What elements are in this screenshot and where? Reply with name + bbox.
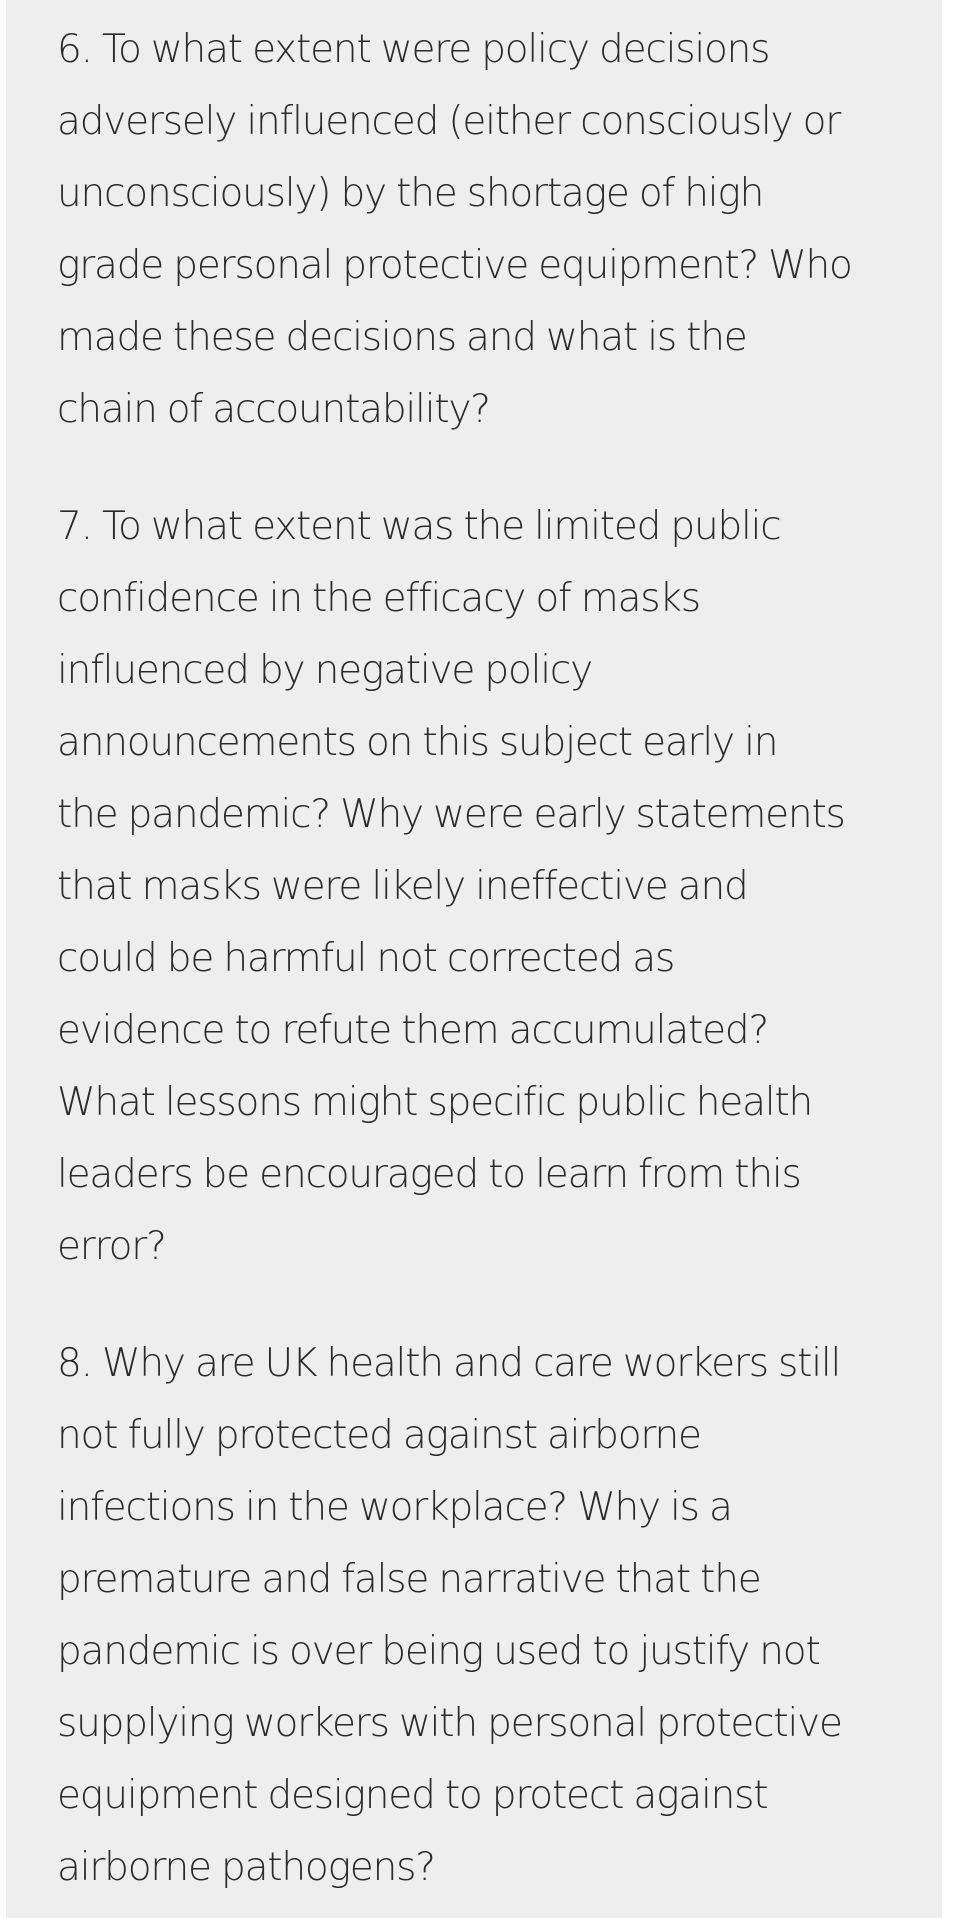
question-line: equipment designed to protect against: [57, 1773, 768, 1818]
question-line: grade personal protective equipment? Who: [57, 243, 852, 288]
question-line: chain of accountability?: [57, 387, 490, 432]
question-line: made these decisions and what is the: [57, 315, 747, 360]
question-line: airborne pathogens?: [57, 1845, 435, 1890]
question-line: the pandemic? Why were early statements: [57, 792, 845, 837]
question-line: leaders be encouraged to learn from this: [57, 1152, 801, 1197]
question-line: What lessons might specific public health: [57, 1080, 813, 1125]
question-line: that masks were likely ineffective and: [57, 864, 748, 909]
question-line: announcements on this subject early in: [57, 720, 778, 765]
question-line: adversely influenced (either consciously or: [57, 99, 841, 144]
question-6: [57, 14, 927, 446]
questions-panel: [6, 0, 942, 1918]
question-line: premature and false narrative that the: [57, 1557, 761, 1602]
question-line: unconsciously) by the shortage of high: [57, 171, 764, 216]
question-line: 7. To what extent was the limited public: [57, 504, 781, 549]
question-line: 8. Why are UK health and care workers still: [57, 1341, 841, 1386]
question-line: influenced by negative policy: [57, 648, 592, 693]
question-line: infections in the workplace? Why is a: [57, 1485, 732, 1530]
question-line: 6. To what extent were policy decisions: [57, 27, 770, 72]
question-line: evidence to refute them accumulated?: [57, 1008, 768, 1053]
question-line: could be harmful not corrected as: [57, 936, 675, 981]
question-line: supplying workers with personal protective: [57, 1701, 842, 1746]
question-line: pandemic is over being used to justify not: [57, 1629, 820, 1674]
question-line: not fully protected against airborne: [57, 1413, 701, 1458]
question-line: confidence in the efficacy of masks: [57, 576, 700, 621]
question-line: error?: [57, 1224, 166, 1269]
question-7: [57, 491, 927, 1283]
question-8: [57, 1328, 927, 1904]
